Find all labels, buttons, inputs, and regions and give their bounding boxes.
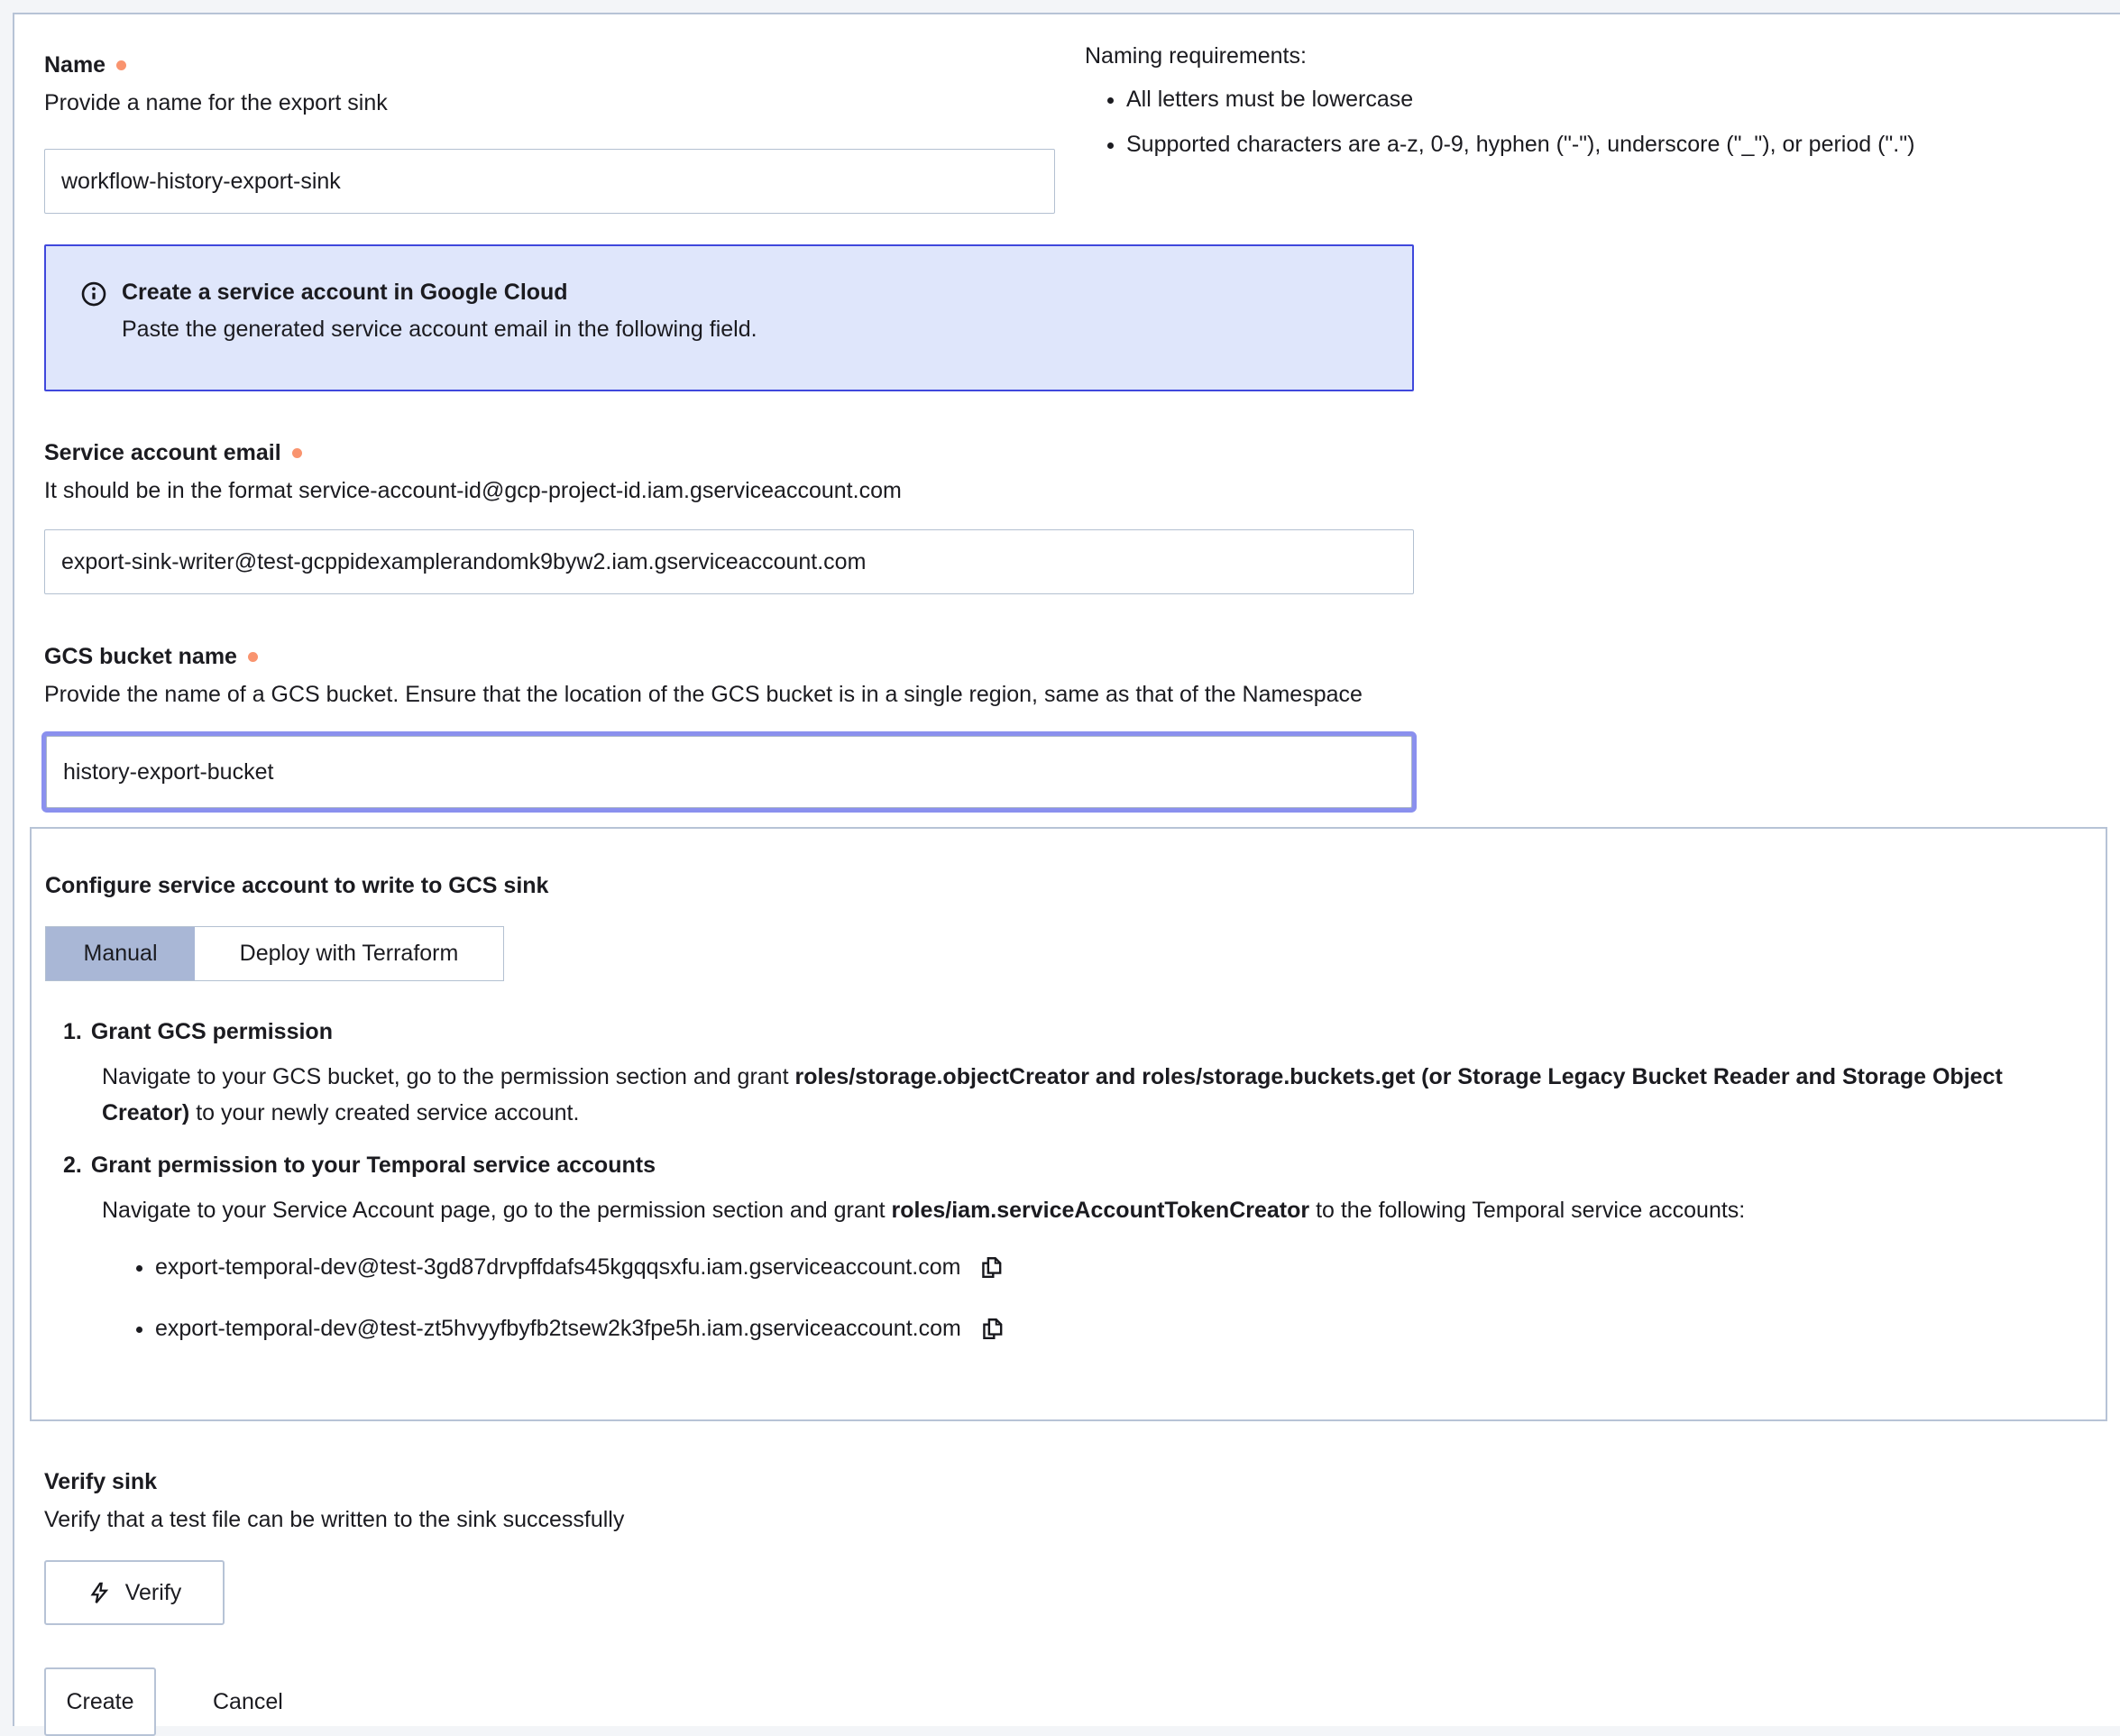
temporal-service-account-list xyxy=(45,1252,2088,1344)
step-grant-gcs-permission xyxy=(45,1017,2088,1131)
step-body-text: to your newly created service account. xyxy=(189,1100,580,1125)
service-account-item xyxy=(155,1313,2088,1344)
verify-sink-description: Verify that a test file can be written to the sink successfully xyxy=(44,1507,625,1532)
service-account-email-label-text: Service account email xyxy=(44,440,281,465)
verify-button-label: Verify xyxy=(124,1579,182,1605)
verify-sink-block xyxy=(44,1468,2120,1625)
step-title-text: Grant GCS permission xyxy=(90,1019,333,1044)
instructions-tabbar xyxy=(45,926,504,981)
configure-service-account-section xyxy=(30,827,2107,1421)
step-body-text: Navigate to your Service Account page, go to the permission section and grant xyxy=(102,1198,892,1223)
step-body-text: Navigate to your GCS bucket, go to the permission section and grant xyxy=(102,1064,795,1089)
verify-sink-heading: Verify sink xyxy=(44,1469,158,1494)
service-account-item xyxy=(155,1252,2088,1282)
step-number: 2. xyxy=(63,1153,82,1178)
tab-manual[interactable]: Manual xyxy=(46,927,195,980)
create-button[interactable]: Create xyxy=(44,1667,156,1736)
service-account-email-text: export-temporal-dev@test-zt5hvyyfbyfb2tsew2k3fpe5h.iam.gserviceaccount.com xyxy=(155,1316,961,1341)
service-account-email-text: export-temporal-dev@test-3gd87drvpffdafs45kgqqsxfu.iam.gserviceaccount.com xyxy=(155,1254,961,1280)
service-account-email-description: It should be in the format service-account-id@gcp-project-id.iam.gserviceaccount.com xyxy=(44,478,902,503)
gcs-bucket-input[interactable] xyxy=(46,736,1412,808)
service-account-email-label xyxy=(44,439,2120,466)
step-body xyxy=(45,1192,2077,1228)
gcs-bucket-label xyxy=(44,643,2120,670)
step-body-bold: roles/iam.serviceAccountTokenCreator xyxy=(891,1198,1310,1223)
banner-title: Create a service account in Google Cloud xyxy=(122,280,568,305)
name-label-text: Name xyxy=(44,52,106,78)
required-dot-icon xyxy=(292,448,302,458)
step-body-bold: roles/storage.objectCreator and roles/storage.buckets.get (or Storage Legacy Bucket Reader and Storage Object Creator) xyxy=(102,1064,2003,1125)
verify-button[interactable] xyxy=(44,1560,225,1625)
cancel-button[interactable]: Cancel xyxy=(213,1688,283,1714)
gcs-bucket-field xyxy=(44,643,2120,808)
info-circle-icon xyxy=(80,280,107,308)
name-description: Provide a name for the export sink xyxy=(44,90,388,115)
step-title xyxy=(45,1017,2088,1046)
form-actions xyxy=(44,1667,2120,1736)
naming-requirement-item: • All letters must be lowercase xyxy=(1126,84,2113,115)
service-account-email-field xyxy=(44,439,2120,594)
export-sink-form-panel xyxy=(13,13,2120,1726)
gcs-bucket-description: Provide the name of a GCS bucket. Ensure that the location of the GCS bucket is in a single region, same as that of the Namespace xyxy=(44,682,1363,707)
copy-icon[interactable] xyxy=(978,1254,1005,1281)
step-title-text: Grant permission to your Temporal service accounts xyxy=(90,1153,656,1178)
banner-text xyxy=(122,279,757,343)
copy-icon[interactable] xyxy=(979,1316,1005,1342)
naming-requirements xyxy=(1085,41,2113,174)
naming-requirements-title: Naming requirements: xyxy=(1085,43,1307,69)
required-dot-icon xyxy=(116,60,126,70)
naming-requirement-item: • Supported characters are a-z, 0-9, hyphen ("-"), underscore ("_"), or period (".") xyxy=(1126,129,2113,160)
step-grant-temporal-permission xyxy=(45,1151,2088,1228)
naming-requirements-list xyxy=(1085,84,2113,160)
step-body xyxy=(45,1059,2077,1131)
tab-deploy-with-terraform[interactable]: Deploy with Terraform xyxy=(195,927,503,980)
step-number: 1. xyxy=(63,1019,82,1044)
configure-section-heading: Configure service account to write to GCS sink xyxy=(45,873,549,898)
step-body-text: to the following Temporal service accounts: xyxy=(1309,1198,1746,1223)
gcs-bucket-label-text: GCS bucket name xyxy=(44,644,237,669)
sink-name-input[interactable] xyxy=(44,149,1055,214)
service-account-email-input[interactable] xyxy=(44,529,1414,594)
banner-body: Paste the generated service account email in the following field. xyxy=(122,317,757,342)
required-dot-icon xyxy=(248,652,258,662)
zap-icon xyxy=(87,1581,112,1605)
create-service-account-banner xyxy=(44,244,1414,391)
step-title xyxy=(45,1151,2088,1180)
manual-steps xyxy=(45,1017,2088,1228)
